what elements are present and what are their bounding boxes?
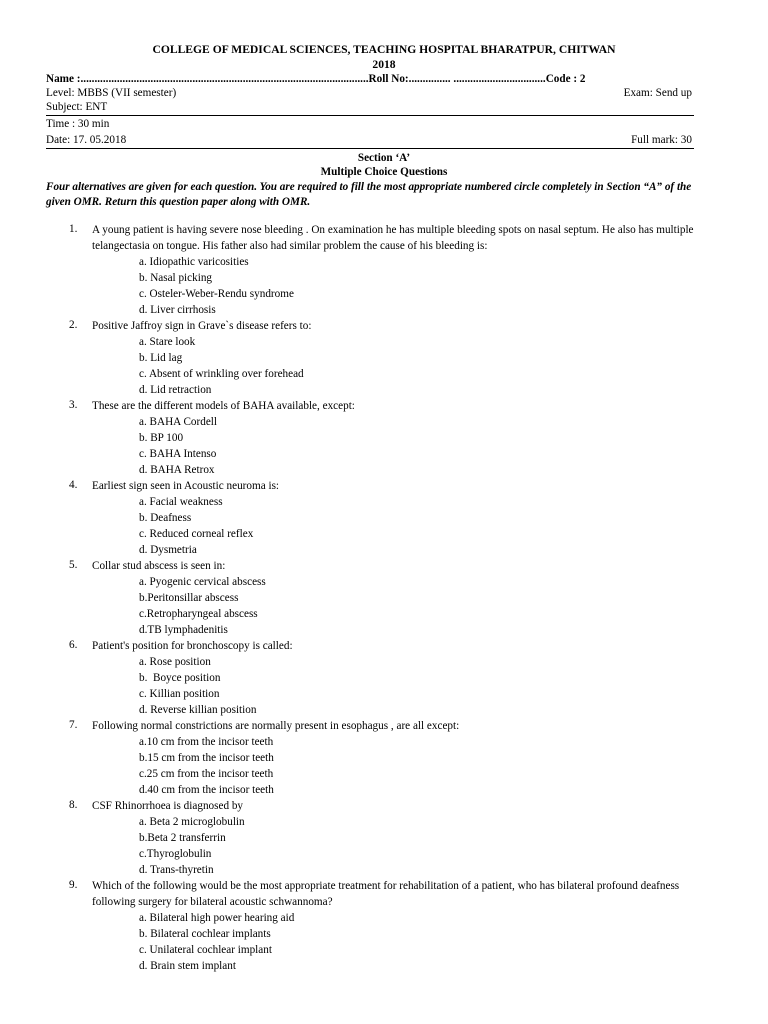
question-item: [0, 638, 768, 718]
section-subtitle: Multiple Choice Questions: [320, 166, 448, 178]
question-option: a. Facial weakness: [139, 496, 223, 508]
question-option: c.Thyroglobulin: [139, 848, 212, 860]
level-exam-row: [46, 86, 692, 101]
question-option: b.Peritonsillar abscess: [139, 592, 239, 604]
question-item: [0, 398, 768, 478]
question-option: a. Pyogenic cervical abscess: [139, 576, 266, 588]
date-text: Date: 17. 05.2018: [46, 134, 127, 146]
question-option: b.15 cm from the incisor teeth: [139, 752, 274, 764]
question-option: d.40 cm from the incisor teeth: [139, 784, 274, 796]
question-option: a. BAHA Cordell: [139, 416, 217, 428]
question-text: A young patient is having severe nose bleeding . On examination he has multiple bleeding spots on nasal septum. He also has multiple telangectasia on tongue. His father also had similar problem the cause of his bleeding is:: [92, 224, 694, 252]
question-text: Collar stud abscess is seen in:: [92, 560, 226, 572]
exam-text: Exam: Send up: [623, 87, 692, 99]
question-option: b. Boyce position: [139, 672, 221, 684]
subject-text: Subject: ENT: [46, 101, 108, 113]
question-number: 6.: [69, 639, 78, 651]
divider-top: [46, 115, 694, 116]
question-option: c.Retropharyngeal abscess: [139, 608, 258, 620]
question-option: a. Idiopathic varicosities: [139, 256, 249, 268]
question-item: [0, 318, 768, 398]
question-option: b. BP 100: [139, 432, 184, 444]
question-item: [0, 878, 768, 974]
question-text: Earliest sign seen in Acoustic neuroma is:: [92, 480, 280, 492]
question-text: Following normal constrictions are normally present in esophagus , are all except:: [92, 720, 460, 732]
question-option: a. Bilateral high power hearing aid: [139, 912, 295, 924]
question-option: c. Reduced corneal reflex: [139, 528, 254, 540]
question-item: [0, 558, 768, 638]
question-option: d. BAHA Retrox: [139, 464, 215, 476]
question-number: 7.: [69, 719, 78, 731]
question-number: 5.: [69, 559, 78, 571]
question-option: a. Stare look: [139, 336, 196, 348]
question-option: c. BAHA Intenso: [139, 448, 217, 460]
level-text: Level: MBBS (VII semester): [46, 87, 177, 99]
question-number: 3.: [69, 399, 78, 411]
time-row: [46, 117, 692, 132]
section-title: Section ‘A’: [357, 152, 411, 164]
college-title: COLLEGE OF MEDICAL SCIENCES, TEACHING HOSPITAL BHARATPUR, CHITWAN: [152, 43, 616, 56]
exam-year: 2018: [372, 58, 396, 71]
question-option: c. Unilateral cochlear implant: [139, 944, 272, 956]
question-item: [0, 222, 768, 318]
question-text: CSF Rhinorrhoea is diagnosed by: [92, 800, 244, 812]
subject-row: [46, 100, 692, 115]
full-mark-text: Full mark: 30: [631, 134, 692, 146]
question-option: c.25 cm from the incisor teeth: [139, 768, 274, 780]
question-number: 1.: [69, 223, 78, 235]
question-option: c. Absent of wrinkling over forehead: [139, 368, 304, 380]
question-text: Patient's position for bronchoscopy is called:: [92, 640, 293, 652]
question-option: c. Killian position: [139, 688, 220, 700]
question-option: a.10 cm from the incisor teeth: [139, 736, 274, 748]
question-text: Which of the following would be the most appropriate treatment for rehabilitation of a patient, who has bilateral profound deafness following surgery for bilateral acoustic schwannoma?: [92, 880, 680, 908]
question-list: [0, 222, 768, 974]
question-item: [0, 718, 768, 798]
instructions: Four alternatives are given for each question. You are required to fill the most appropriate numbered circle completely in Section “A” of the given OMR. Return this question paper along with OMR.: [46, 181, 692, 208]
question-option: b.Beta 2 transferrin: [139, 832, 226, 844]
divider-bottom: [46, 148, 694, 149]
question-option: b. Nasal picking: [139, 272, 213, 284]
question-option: d.TB lymphadenitis: [139, 624, 228, 636]
question-item: [0, 798, 768, 878]
question-item: [0, 478, 768, 558]
question-option: a. Rose position: [139, 656, 211, 668]
question-option: d. Lid retraction: [139, 384, 212, 396]
question-option: d. Liver cirrhosis: [139, 304, 216, 316]
question-number: 2.: [69, 319, 78, 331]
question-number: 4.: [69, 479, 78, 491]
question-number: 8.: [69, 799, 78, 811]
date-fullmark-row: [46, 133, 692, 148]
question-text: These are the different models of BAHA available, except:: [92, 400, 355, 412]
time-text: Time : 30 min: [46, 118, 110, 130]
name-line-text: Name :.......................................................................................................Roll No:............... .................................Code : 2: [46, 73, 586, 85]
name-rollno-code-line: [46, 72, 692, 87]
question-option: b. Deafness: [139, 512, 192, 524]
question-option: d. Trans-thyretin: [139, 864, 214, 876]
question-option: d. Dysmetria: [139, 544, 197, 556]
question-option: a. Beta 2 microglobulin: [139, 816, 245, 828]
question-option: d. Reverse killian position: [139, 704, 257, 716]
question-option: b. Lid lag: [139, 352, 183, 364]
question-option: b. Bilateral cochlear implants: [139, 928, 271, 940]
question-option: c. Osteler-Weber-Rendu syndrome: [139, 288, 294, 300]
question-number: 9.: [69, 879, 78, 891]
question-option: d. Brain stem implant: [139, 960, 236, 972]
question-text: Positive Jaffroy sign in Grave`s disease refers to:: [92, 320, 312, 332]
